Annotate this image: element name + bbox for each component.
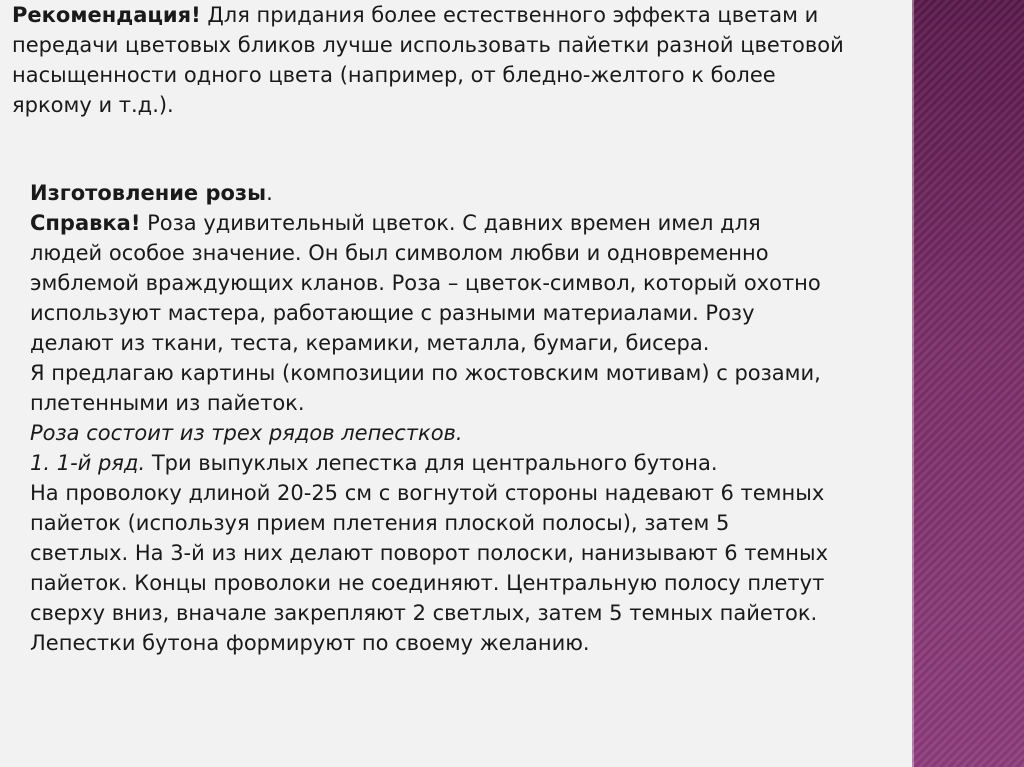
heading-text: Изготовление розы [30,181,267,205]
section-heading [30,178,828,208]
text-line: используют мастера, работающие с разными материалами. Розу [30,301,755,325]
rose-making-section [30,178,828,658]
italic-line: Роза состоит из трех рядов лепестков. [30,421,463,445]
reference-label: Справка! [30,211,141,235]
text-line: пайеток (используя прием плетения плоской полосы), затем 5 [30,511,730,535]
text-line: Я предлагаю картины (композиции по жостовским мотивам) с розами, [30,361,821,385]
text-line: светлых. На 3-й из них делают поворот полоски, нанизывают 6 темных [30,541,829,565]
text-span: Три выпуклых лепестка для центрального бутона. [145,451,718,475]
text-line: насыщенности одного цвета (например, от бледно-желтого к более [12,63,776,87]
decorative-side-band [912,0,1024,767]
text-line: На проволоку длиной 20-25 см с вогнутой стороны надевают 6 темных [30,481,825,505]
text-line: сверху вниз, вначале закрепляют 2 светлых, затем 5 темных пайеток. [30,601,818,625]
text-span: Для придания более естественного эффекта цветам и [200,3,819,27]
text-line: пайеток. Концы проволоки не соединяют. Центральную полосу плетут [30,571,825,595]
text-line [30,208,828,238]
text-span: Роза удивительный цветок. С давних времен имел для [140,211,761,235]
text-line: людей особое значение. Он был символом любви и одновременно [30,241,769,265]
recommendation-label: Рекомендация! [12,3,201,27]
text-line: передачи цветовых бликов лучше использовать пайетки разной цветовой [12,33,844,57]
text-line: эмблемой враждующих кланов. Роза – цветок-символ, который охотно [30,271,821,295]
heading-tail: . [266,181,273,205]
row-label: 1. 1-й ряд. [30,451,146,475]
text-line: плетенными из пайеток. [30,391,305,415]
recommendation-paragraph [12,0,844,120]
text-line: Лепестки бутона формируют по своему желанию. [30,631,590,655]
text-line: яркому и т.д.). [12,93,174,117]
text-line: делают из ткани, теста, керамики, металла, бумаги, бисера. [30,331,710,355]
text-line [12,0,844,30]
text-line [30,448,828,478]
